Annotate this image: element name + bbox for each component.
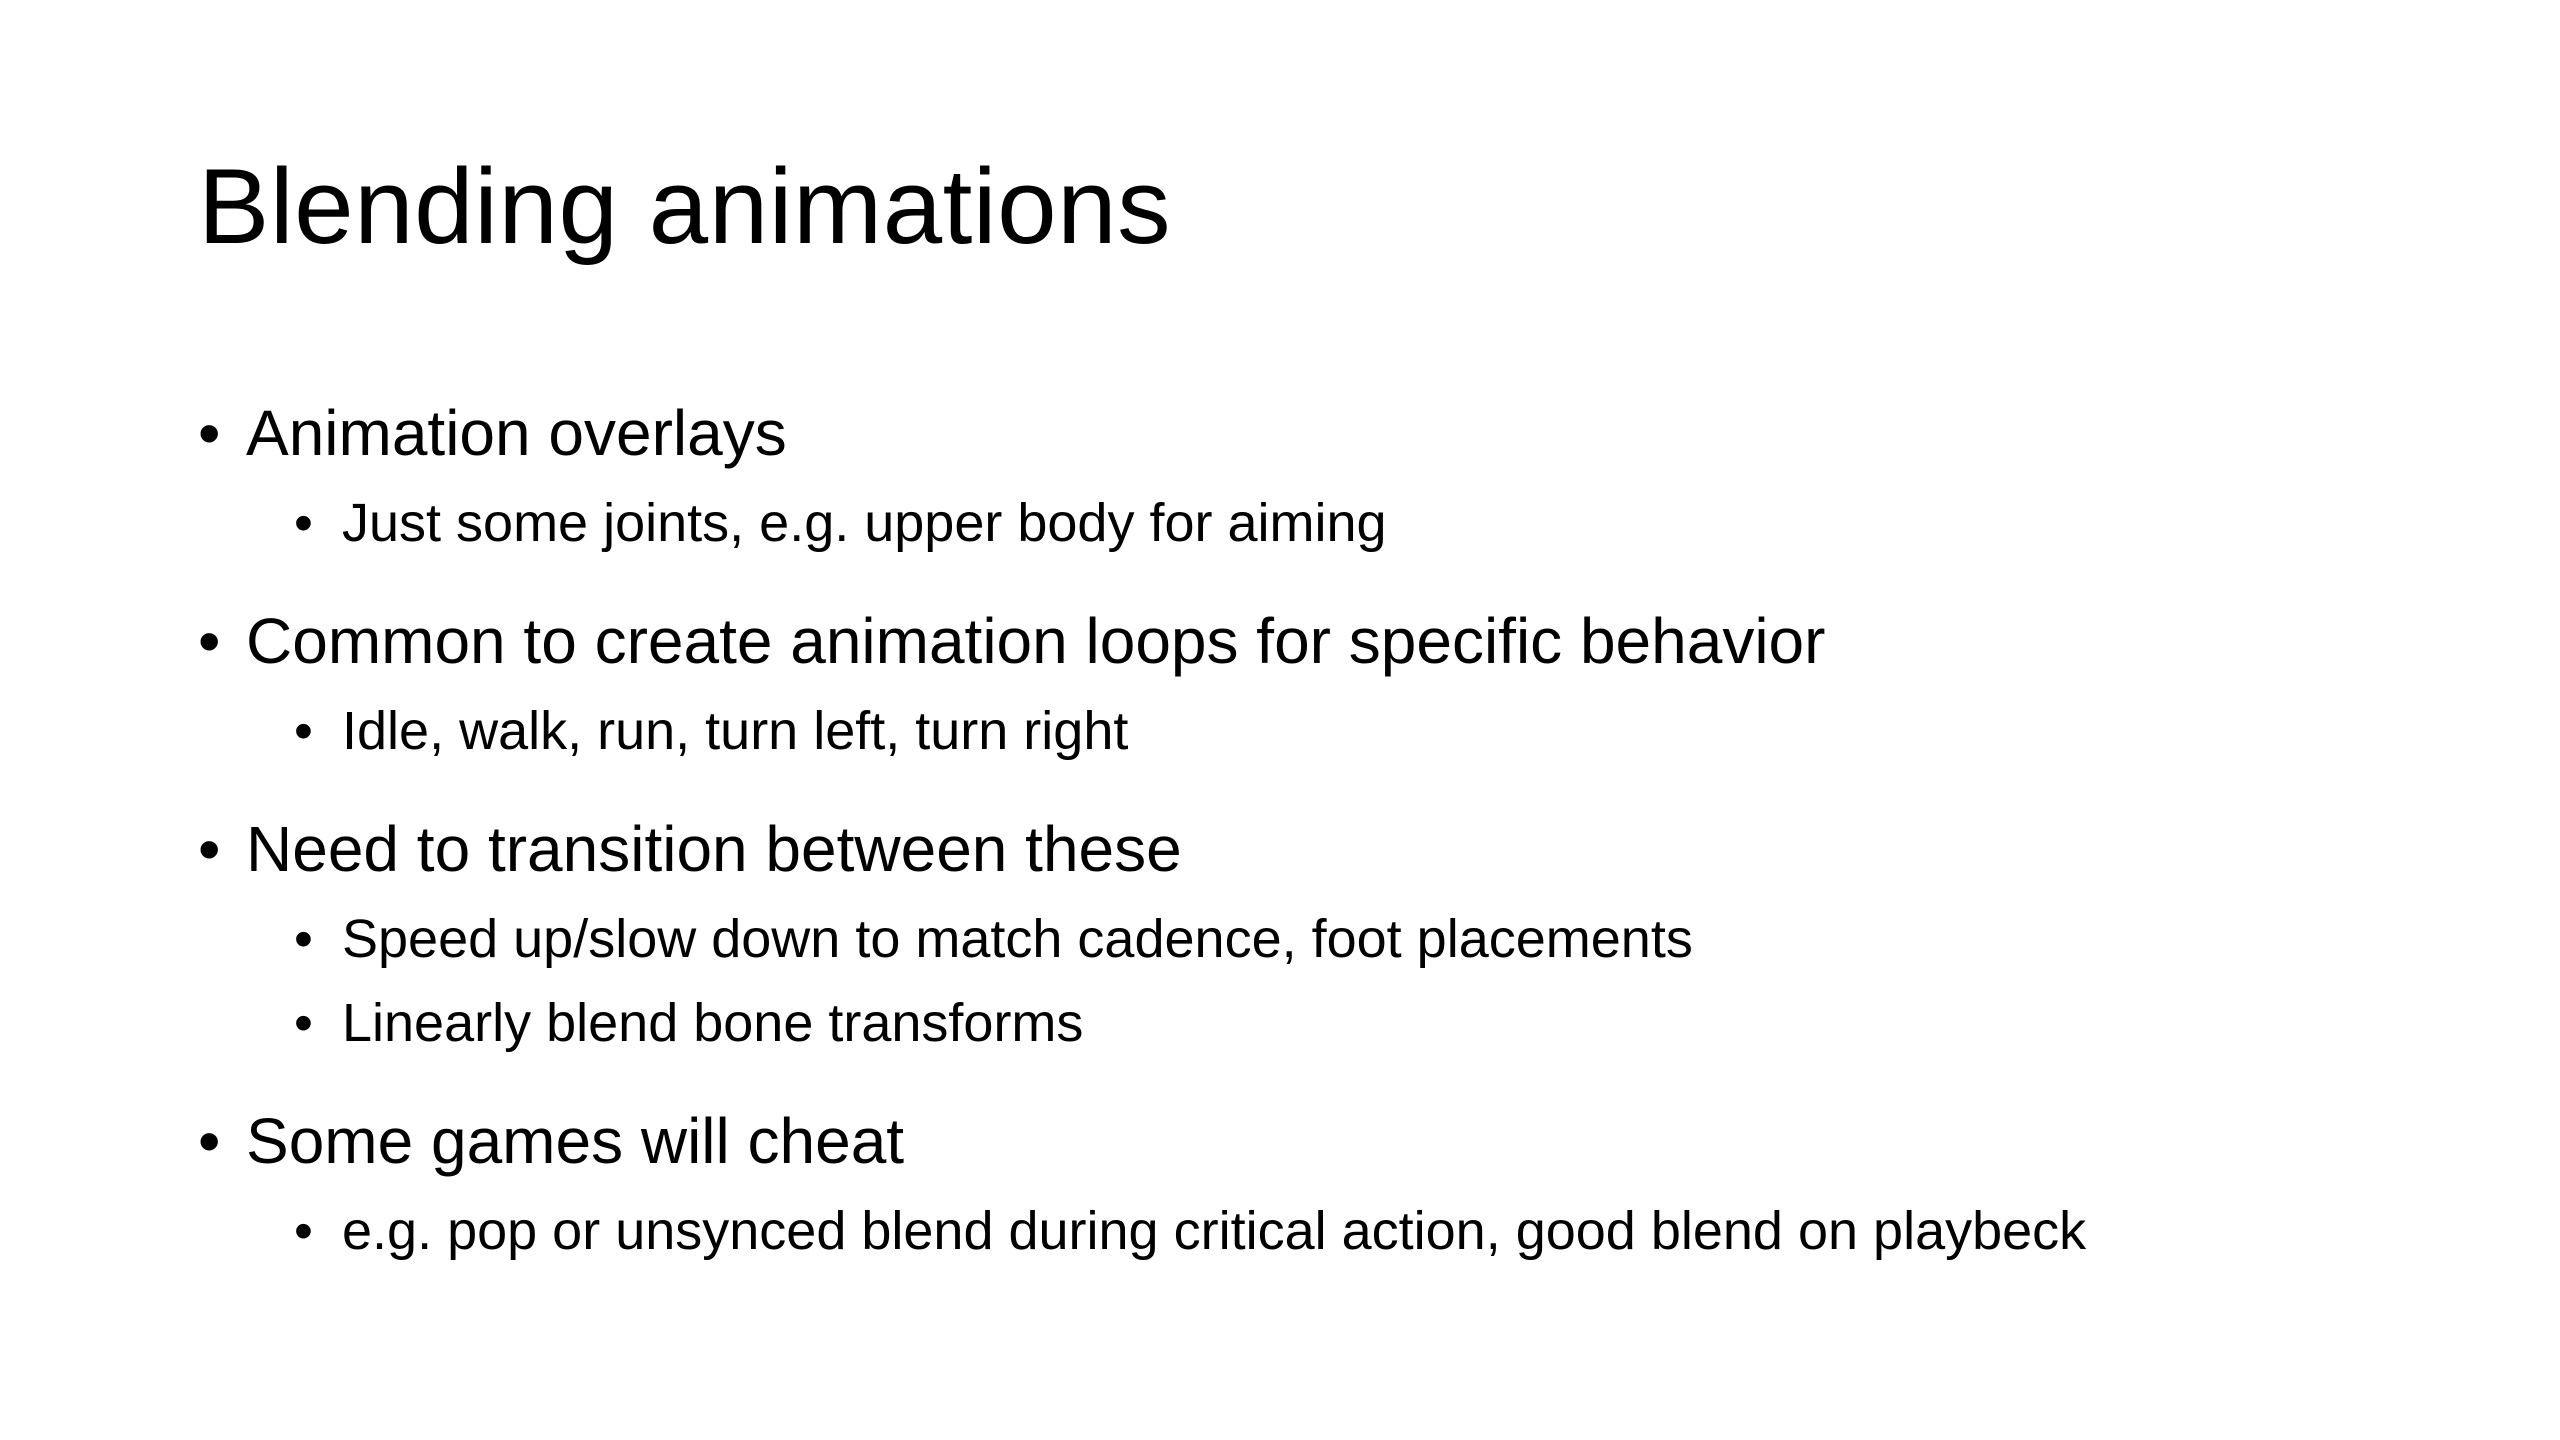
slide-title: Blending animations bbox=[198, 146, 1172, 266]
sub-bullet-list bbox=[198, 897, 2086, 1065]
sub-bullet-text: Linearly blend bone transforms bbox=[342, 993, 1084, 1053]
bullet-text: Need to transition between these bbox=[246, 813, 1182, 885]
bullet-text: Some games will cheat bbox=[246, 1105, 905, 1177]
bullet-text: Common to create animation loops for specific behavior bbox=[246, 605, 1826, 677]
bullet-dot-icon: • bbox=[294, 909, 313, 969]
bullet-dot-icon: • bbox=[294, 993, 313, 1053]
bullet-group-1 bbox=[198, 385, 2086, 565]
sub-bullet-text: e.g. pop or unsynced blend during critical action, good blend on playbeck bbox=[342, 1201, 2087, 1261]
sub-bullet-text: Idle, walk, run, turn left, turn right bbox=[342, 701, 1129, 761]
sub-bullet-list bbox=[198, 689, 2086, 773]
bullet-group-3 bbox=[198, 801, 2086, 1065]
bullet-group-4 bbox=[198, 1093, 2086, 1273]
bullet-dot-icon: • bbox=[294, 493, 313, 553]
bullet-item bbox=[198, 1093, 2086, 1189]
bullet-dot-icon: • bbox=[198, 1105, 221, 1177]
bullet-item bbox=[198, 593, 2086, 689]
bullet-dot-icon: • bbox=[198, 813, 221, 885]
bullet-dot-icon: • bbox=[198, 397, 221, 469]
bullet-text: Animation overlays bbox=[246, 397, 787, 469]
bullet-item bbox=[198, 801, 2086, 897]
sub-bullet-item bbox=[198, 1189, 2086, 1273]
bullet-item bbox=[198, 385, 2086, 481]
bullet-dot-icon: • bbox=[294, 1201, 313, 1261]
sub-bullet-list bbox=[198, 1189, 2086, 1273]
bullet-dot-icon: • bbox=[294, 701, 313, 761]
sub-bullet-list bbox=[198, 481, 2086, 565]
bullet-list bbox=[198, 385, 2086, 1301]
bullet-dot-icon: • bbox=[198, 605, 221, 677]
sub-bullet-text: Speed up/slow down to match cadence, foot placements bbox=[342, 909, 1693, 969]
sub-bullet-item bbox=[198, 981, 2086, 1065]
sub-bullet-text: Just some joints, e.g. upper body for aiming bbox=[342, 493, 1387, 553]
bullet-group-2 bbox=[198, 593, 2086, 773]
sub-bullet-item bbox=[198, 689, 2086, 773]
sub-bullet-item bbox=[198, 897, 2086, 981]
sub-bullet-item bbox=[198, 481, 2086, 565]
